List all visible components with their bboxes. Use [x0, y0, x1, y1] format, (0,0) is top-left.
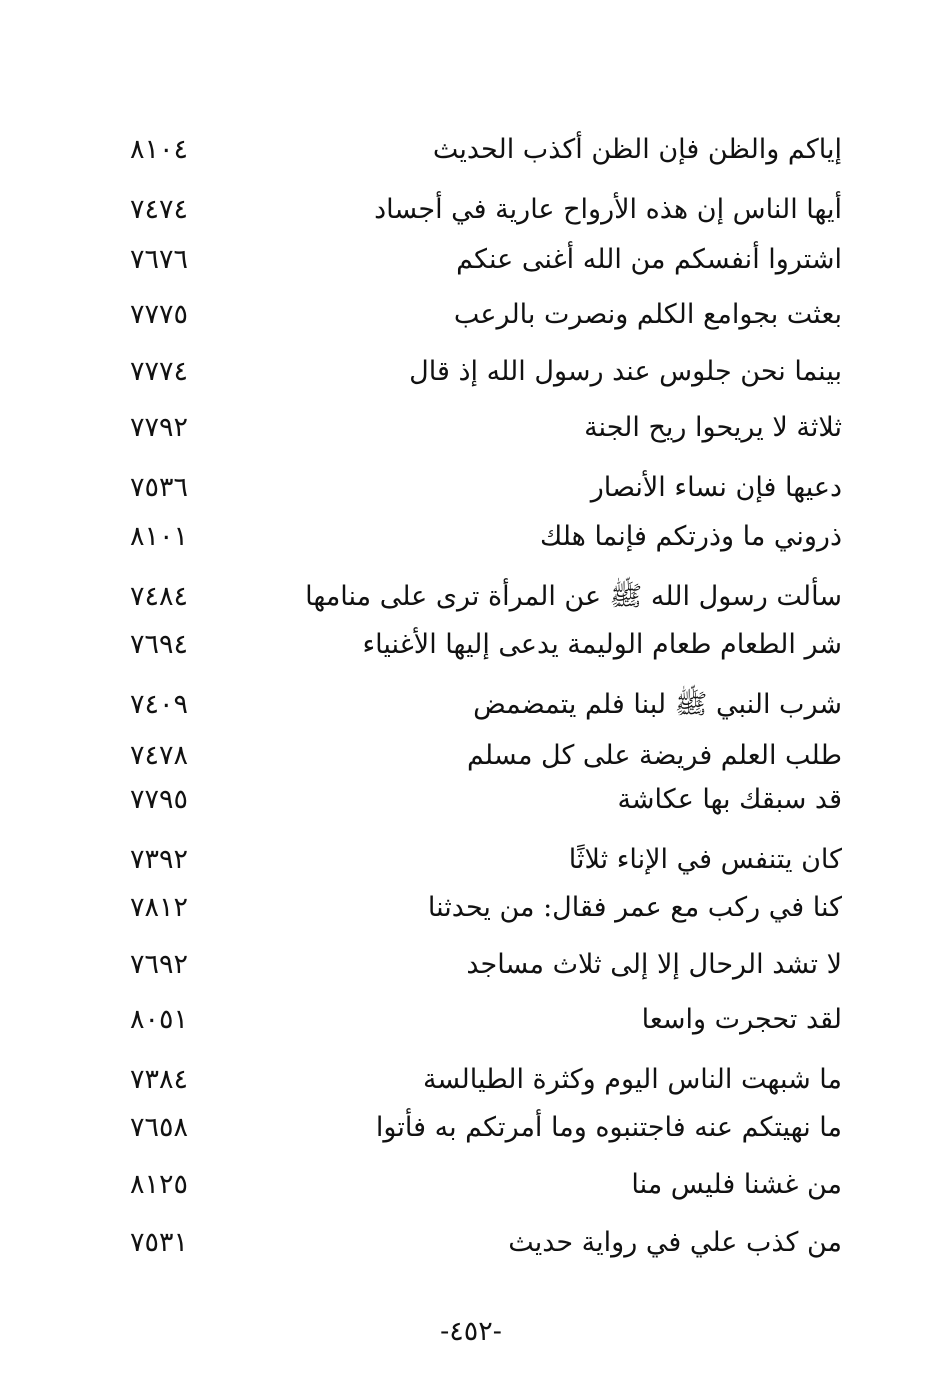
entry-text: طلب العلم فريضة على كل مسلم — [466, 740, 842, 771]
entry-number: ٧٧٧٥ — [130, 299, 189, 330]
index-entry — [0, 995, 942, 1045]
entry-text: شرب النبي ﷺ لبنا فلم يتمضمض — [473, 689, 842, 720]
entry-number: ٧٧٩٢ — [130, 412, 189, 443]
entry-number: ٧٣٨٤ — [130, 1064, 189, 1095]
entry-number: ٨١٢٥ — [130, 1169, 189, 1200]
entry-text: شر الطعام طعام الوليمة يدعى إليها الأغنياء — [362, 629, 842, 660]
entry-text: دعيها فإن نساء الأنصار — [590, 472, 842, 503]
entry-number: ٧٨١٢ — [130, 892, 189, 923]
entry-text: من كذب علي في رواية حديث — [508, 1227, 842, 1258]
entry-number: ٧٦٥٨ — [130, 1112, 189, 1143]
index-entry — [0, 835, 942, 885]
index-entry — [0, 940, 942, 990]
entry-text: ذروني ما وذرتكم فإنما هلك — [539, 521, 842, 552]
index-entry — [0, 403, 942, 453]
entry-number: ٧٦٩٢ — [130, 949, 189, 980]
index-entry — [0, 883, 942, 933]
entry-number: ٧٥٣٦ — [130, 472, 189, 503]
entry-number: ٧٦٩٤ — [130, 629, 189, 660]
index-entry — [0, 185, 942, 235]
entry-number: ٨١٠٤ — [130, 134, 189, 165]
index-entry — [0, 731, 942, 781]
entry-text: لقد تحجرت واسعا — [641, 1004, 842, 1035]
index-entry — [0, 290, 942, 340]
index-entry — [0, 463, 942, 513]
entry-text: قد سبقك بها عكاشة — [617, 784, 842, 815]
index-entry — [0, 1160, 942, 1210]
index-entry — [0, 347, 942, 397]
entry-text: إياكم والظن فإن الظن أكذب الحديث — [432, 134, 842, 165]
entry-number: ٧٤٠٩ — [130, 689, 189, 720]
entry-number: ٧٤٨٤ — [130, 581, 189, 612]
entry-text: ما نهيتكم عنه فاجتنبوه وما أمرتكم به فأتوا — [375, 1112, 842, 1143]
entry-text: اشتروا أنفسكم من الله أغنى عنكم — [456, 244, 842, 275]
page-number: -٤٥٢- — [440, 1316, 502, 1347]
entry-number: ٧٧٧٤ — [130, 356, 189, 387]
index-entry — [0, 572, 942, 622]
index-entry — [0, 235, 942, 285]
entry-text: أيها الناس إن هذه الأرواح عارية في أجساد — [374, 194, 842, 225]
entry-text: سألت رسول الله ﷺ عن المرأة ترى على منامها — [305, 581, 842, 612]
entry-text: لا تشد الرحال إلا إلى ثلاث مساجد — [466, 949, 842, 980]
entry-number: ٧٤٧٤ — [130, 194, 189, 225]
entry-number: ٧٦٧٦ — [130, 244, 189, 275]
entry-number: ٨٠٥١ — [130, 1004, 189, 1035]
index-entry — [0, 775, 942, 825]
entry-text: بينما نحن جلوس عند رسول الله إذ قال — [409, 356, 842, 387]
entry-text: كنا في ركب مع عمر فقال: من يحدثنا — [427, 892, 842, 923]
entry-text: بعثت بجوامع الكلم ونصرت بالرعب — [453, 299, 842, 330]
index-entry — [0, 125, 942, 175]
index-entry — [0, 680, 942, 730]
entry-text: من غشنا فليس منا — [631, 1169, 842, 1200]
entry-number: ٧٧٩٥ — [130, 784, 189, 815]
index-entry — [0, 1218, 942, 1268]
entry-number: ٨١٠١ — [130, 521, 189, 552]
index-entry — [0, 1055, 942, 1105]
entry-text: كان يتنفس في الإناء ثلاثًا — [568, 844, 842, 875]
index-entry — [0, 620, 942, 670]
entry-text: ما شبهت الناس اليوم وكثرة الطيالسة — [422, 1064, 842, 1095]
entry-text: ثلاثة لا يريحوا ريح الجنة — [584, 412, 842, 443]
entry-number: ٧٤٧٨ — [130, 740, 189, 771]
entry-number: ٧٣٩٢ — [130, 844, 189, 875]
entry-number: ٧٥٣١ — [130, 1227, 189, 1258]
index-entry — [0, 512, 942, 562]
index-entry — [0, 1103, 942, 1153]
